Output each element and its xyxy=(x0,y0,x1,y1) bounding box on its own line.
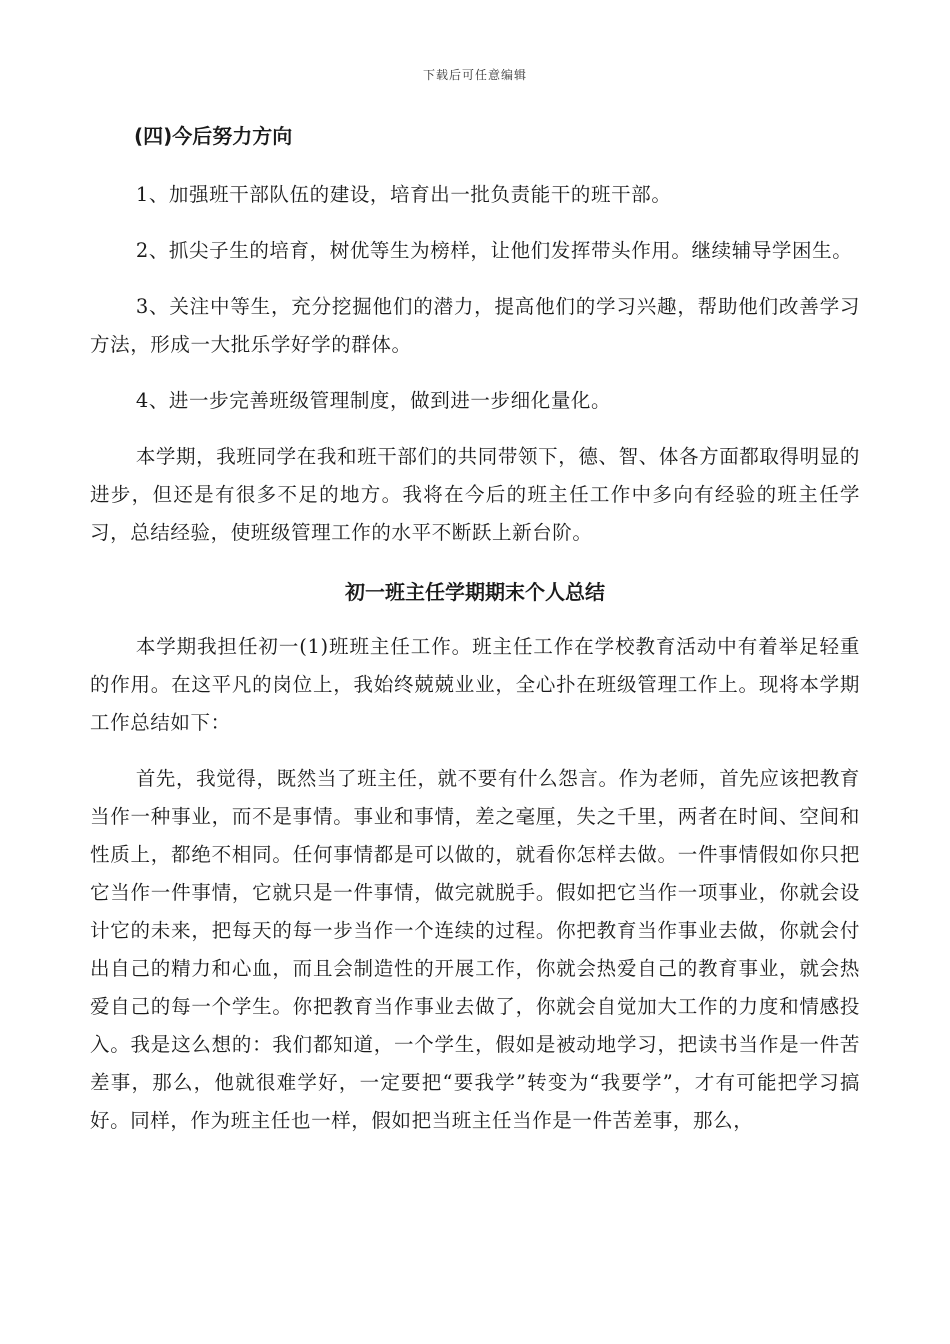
page-header-note: 下载后可任意编辑 xyxy=(422,68,527,82)
article-title: 初一班主任学期期末个人总结 xyxy=(345,580,605,604)
list-item: 1、加强班干部队伍的建设，培育出一批负责能干的班干部。 xyxy=(135,183,672,206)
body-paragraph: 本学期我担任初一(1)班班主任工作。班主任工作在学校教育活动中有着举足轻重的作用。在这平凡的岗位上，我始终兢兢业业，全心扑在班级管理工作上。现将本学期工作总结如下： xyxy=(90,635,860,734)
section-heading: (四)今后努力方向 xyxy=(134,124,293,148)
document-body xyxy=(90,118,860,1158)
list-item: 2、抓尖子生的培育，树优等生为榜样，让他们发挥带头作用。继续辅导学困生。 xyxy=(135,239,853,262)
list-item: 3、关注中等生，充分挖掘他们的潜力，提高他们的学习兴趣，帮助他们改善学习方法，形成一大批乐学好学的群体。 xyxy=(90,295,860,356)
body-paragraph: 首先，我觉得，既然当了班主任，就不要有什么怨言。作为老师，首先应该把教育当作一种事业，而不是事情。事业和事情，差之毫厘，失之千里，两者在时间、空间和性质上，都绝不相同。任何事情都是可以做的，就看你怎样去做。一件事情假如你只把它当作一件事情，它就只是一件事情，做完就脱手。假如把它当作一项事业，你就会设计它的未来，把每天的每一步当作一个连续的过程。你把教育当作事业去做，你就会付出自己的精力和心血，而且会制造性的开展工作，你就会热爱自己的教育事业，就会热爱自己的每一个学生。你把教育当作事业去做了，你就会自觉加大工作的力度和情感投入。我是这么想的：我们都知道，一个学生，假如是被动地学习，把读书当作是一件苦差事，那么，他就很难学好，一定要把“要我学”转变为“我要学”，才有可能把学习搞好。同样，作为班主任也一样，假如把当班主任当作是一件苦差事，那么， xyxy=(90,767,860,1132)
closing-paragraph: 本学期，我班同学在我和班干部们的共同带领下，德、智、体各方面都取得明显的进步，但还是有很多不足的地方。我将在今后的班主任工作中多向有经验的班主任学习，总结经验，使班级管理工作的水平不断跃上新台阶。 xyxy=(90,445,860,544)
list-item: 4、进一步完善班级管理制度，做到进一步细化量化。 xyxy=(135,389,612,412)
